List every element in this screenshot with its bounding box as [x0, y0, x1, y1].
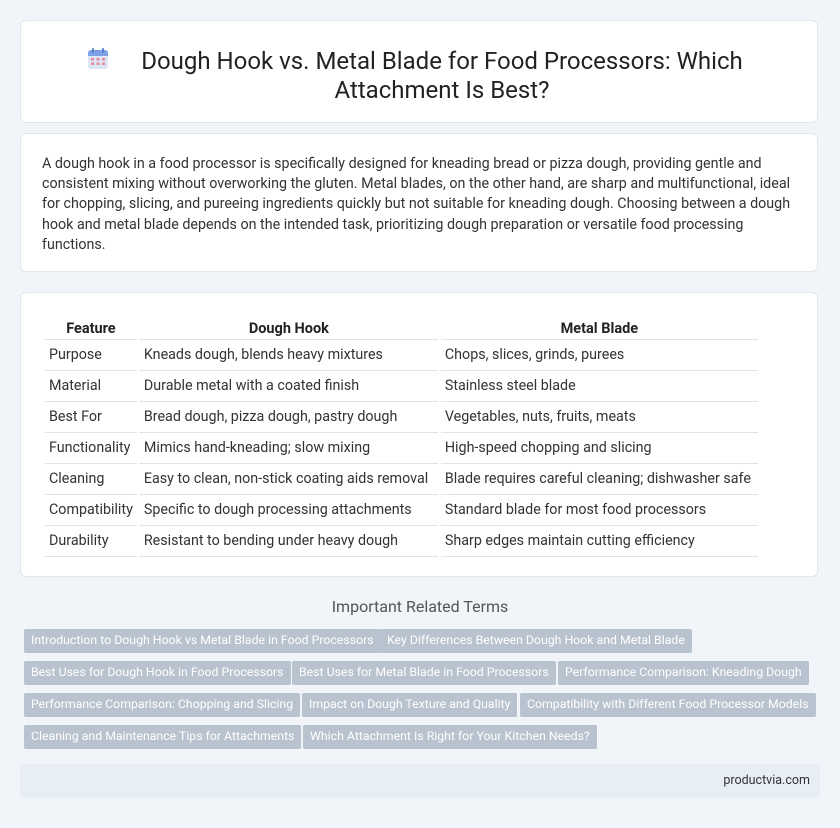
table-cell: Specific to dough processing attachments	[140, 495, 438, 526]
table-cell: Standard blade for most food processors	[441, 495, 758, 526]
table-cell: Chops, slices, grinds, purees	[441, 340, 758, 371]
table-cell: Stainless steel blade	[441, 371, 758, 402]
table-cell: Sharp edges maintain cutting efficiency	[441, 526, 758, 557]
table-row	[45, 464, 758, 495]
table-row	[45, 495, 758, 526]
table-row	[45, 340, 758, 371]
related-term-tag[interactable]: Best Uses for Dough Hook in Food Processors	[24, 661, 291, 685]
intro-card	[20, 133, 818, 272]
table-cell: Compatibility	[45, 495, 137, 526]
table-cell: Functionality	[45, 433, 137, 464]
table-cell: Kneads dough, blends heavy mixtures	[140, 340, 438, 371]
table-cell: Bread dough, pizza dough, pastry dough	[140, 402, 438, 433]
related-term-tag[interactable]: Compatibility with Different Food Processor Models	[520, 693, 816, 717]
table-cell: High-speed chopping and slicing	[441, 433, 758, 464]
related-term-tag[interactable]: Introduction to Dough Hook vs Metal Blade in Food Processors	[24, 629, 381, 653]
comparison-table	[42, 311, 761, 557]
related-term-tag[interactable]: Performance Comparison: Chopping and Slicing	[24, 693, 300, 717]
related-term-tag[interactable]: Impact on Dough Texture and Quality	[302, 693, 517, 717]
related-term-tag[interactable]: Which Attachment Is Right for Your Kitchen Needs?	[303, 725, 597, 749]
table-cell: Material	[45, 371, 137, 402]
related-terms-title: Important Related Terms	[331, 597, 509, 616]
title-card	[20, 20, 818, 123]
table-cell: Durable metal with a coated finish	[140, 371, 438, 402]
column-header-dough-hook: Dough Hook	[140, 311, 438, 340]
page-title: Dough Hook vs. Metal Blade for Food Processors: Which Attachment Is Best?	[141, 47, 743, 104]
related-term-tag[interactable]: Best Uses for Metal Blade in Food Processors	[292, 661, 556, 685]
related-term-tag[interactable]: Cleaning and Maintenance Tips for Attachments	[24, 725, 301, 749]
table-cell: Vegetables, nuts, fruits, meats	[441, 402, 758, 433]
table-cell: Mimics hand-kneading; slow mixing	[140, 433, 438, 464]
calendar-icon	[86, 47, 110, 71]
table-cell: Resistant to bending under heavy dough	[140, 526, 438, 557]
site-name[interactable]: productvia.com	[723, 773, 810, 788]
table-cell: Cleaning	[45, 464, 137, 495]
related-term-tag[interactable]: Key Differences Between Dough Hook and Metal Blade	[380, 629, 692, 653]
comparison-card	[20, 292, 818, 577]
column-header-feature: Feature	[45, 311, 137, 340]
table-row	[45, 526, 758, 557]
table-cell: Purpose	[45, 340, 137, 371]
table-header-row	[45, 311, 758, 340]
table-row	[45, 371, 758, 402]
column-header-metal-blade: Metal Blade	[441, 311, 758, 340]
table-cell: Durability	[45, 526, 137, 557]
table-cell: Blade requires careful cleaning; dishwasher safe	[441, 464, 758, 495]
intro-paragraph: A dough hook in a food processor is specifically designed for kneading bread or pizza dough, providing gentle and consistent mixing without overworking the gluten. Metal blades, on the other hand, are sharp and multifunctional, ideal for chopping, slicing, and pureeing ingredients quickly but not suitable for kneading dough. Choosing between a dough hook and metal blade depends on the intended task, prioritizing dough preparation or versatile food processing functions.	[42, 156, 791, 253]
footer	[20, 764, 820, 798]
table-row	[45, 433, 758, 464]
related-term-tag[interactable]: Performance Comparison: Kneading Dough	[558, 661, 809, 685]
table-row	[45, 402, 758, 433]
table-cell: Best For	[45, 402, 137, 433]
table-cell: Easy to clean, non-stick coating aids removal	[140, 464, 438, 495]
